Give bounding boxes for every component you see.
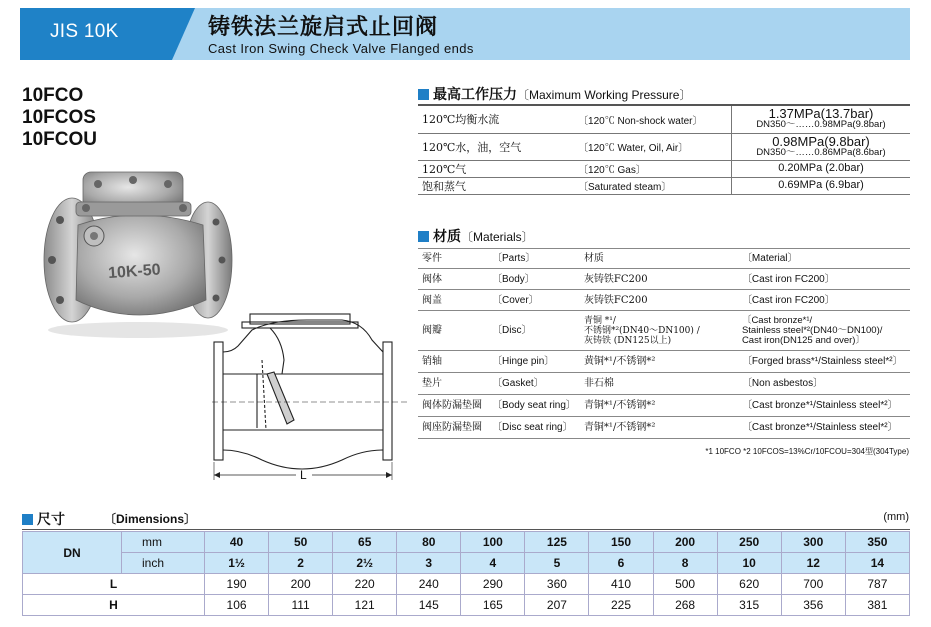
dimension-value: 106 <box>205 595 269 616</box>
dimension-value: 225 <box>589 595 653 616</box>
dn-label: DN <box>23 532 122 574</box>
dimension-value: 700 <box>781 574 845 595</box>
table-row <box>418 177 910 194</box>
pressure-condition-en: 〔120℃ Non-shock water〕 <box>574 106 731 133</box>
dn-mm: 125 <box>525 532 589 553</box>
dimension-value: 165 <box>461 595 525 616</box>
model-code: 10FCO <box>22 85 84 106</box>
dn-mm: 300 <box>781 532 845 553</box>
pressure-value-cell <box>731 133 910 160</box>
product-title-zh: 铸铁法兰旋启式止回阀 <box>208 15 439 40</box>
material-zh: 非石棉 <box>580 373 738 395</box>
dn-inch: 3 <box>397 553 461 574</box>
table-row <box>23 595 910 616</box>
table-row <box>418 417 910 439</box>
pressure-note: DN350～……0.98MPa(9.8bar) <box>756 119 886 131</box>
dn-inch: 12 <box>781 553 845 574</box>
dn-mm: 150 <box>589 532 653 553</box>
part-name-zh: 销轴 <box>418 351 488 373</box>
table-row <box>23 574 910 595</box>
part-name-zh: 阀瓣 <box>418 311 488 351</box>
part-name-zh: 阀盖 <box>418 290 488 311</box>
valve-section-drawing <box>212 300 408 489</box>
dimension-value: 290 <box>461 574 525 595</box>
pressure-condition-zh: 饱和蒸气 <box>418 177 574 194</box>
dimension-value: 360 <box>525 574 589 595</box>
table-row <box>418 249 910 269</box>
dn-mm: 100 <box>461 532 525 553</box>
materials-heading <box>418 226 534 246</box>
pressure-condition-zh: 120℃水，油，空气 <box>418 133 574 160</box>
material-zh: 灰铸铁FC200 <box>580 269 738 290</box>
dn-inch: 1½ <box>205 553 269 574</box>
divider <box>22 529 910 530</box>
column-header: 〔Parts〕 <box>488 249 580 269</box>
material-zh: 青铜*¹/不锈钢*² <box>580 395 738 417</box>
table-row <box>23 532 910 553</box>
material-en: 〔Cast bronze*¹/Stainless steel*²〕 <box>738 417 910 439</box>
table-row <box>418 269 910 290</box>
dimension-value: 315 <box>717 595 781 616</box>
dn-mm: 250 <box>717 532 781 553</box>
dn-mm: 200 <box>653 532 717 553</box>
dn-inch: 4 <box>461 553 525 574</box>
part-name-en: 〔Disc seat ring〕 <box>488 417 580 439</box>
part-name-en: 〔Disc〕 <box>488 311 580 351</box>
pressure-heading-zh: 最高工作压力 <box>433 87 517 103</box>
dimension-value: 500 <box>653 574 717 595</box>
pressure-heading <box>418 84 691 104</box>
dn-mm: 350 <box>845 532 909 553</box>
pressure-condition-en: 〔120℃ Water, Oil, Air〕 <box>574 133 731 160</box>
pressure-value: 0.69MPa (6.9bar) <box>731 177 910 194</box>
dimension-value: 787 <box>845 574 909 595</box>
part-name-zh: 阀体 <box>418 269 488 290</box>
dimension-value: 190 <box>205 574 269 595</box>
pressure-value: 0.20MPa (2.0bar) <box>731 160 910 177</box>
column-header: 〔Material〕 <box>738 249 910 269</box>
material-zh: 灰铸铁FC200 <box>580 290 738 311</box>
dimension-value: 145 <box>397 595 461 616</box>
part-name-zh: 阀座防漏垫圈 <box>418 417 488 439</box>
dimension-value: 111 <box>269 595 333 616</box>
pressure-note: DN350～……0.86MPa(8.6bar) <box>756 146 886 158</box>
dimensions-heading <box>22 509 65 529</box>
pressure-value-cell <box>731 106 910 133</box>
materials-footnote: *1 10FCO *2 10FCOS=13%Cr/10FCOU=304型(304Type) <box>705 447 909 456</box>
dimensions-unit: (mm) <box>883 511 909 523</box>
standard-label: JIS 10K <box>50 21 119 42</box>
row-label: H <box>23 595 205 616</box>
column-header: 零件 <box>418 249 488 269</box>
body-marking: 10K-50 <box>107 261 162 283</box>
dimensions-heading-en: 〔Dimensions〕 <box>104 512 197 526</box>
part-name-en: 〔Body seat ring〕 <box>488 395 580 417</box>
pressure-heading-en: 〔Maximum Working Pressure〕 <box>517 88 692 102</box>
section-marker-icon <box>22 514 33 525</box>
pressure-table <box>418 106 910 195</box>
dn-inch: 2½ <box>333 553 397 574</box>
dn-inch: 5 <box>525 553 589 574</box>
table-row <box>418 351 910 373</box>
dimensions-table <box>22 531 910 616</box>
dn-inch: 14 <box>845 553 909 574</box>
dimension-value: 240 <box>397 574 461 595</box>
pressure-condition-en: 〔120℃ Gas〕 <box>574 160 731 177</box>
materials-table <box>418 248 910 439</box>
table-row <box>418 106 910 133</box>
dimension-value: 121 <box>333 595 397 616</box>
table-row <box>418 133 910 160</box>
material-en: 〔Cast iron FC200〕 <box>738 269 910 290</box>
table-row <box>418 290 910 311</box>
dimension-value: 207 <box>525 595 589 616</box>
dn-inch: 10 <box>717 553 781 574</box>
material-en: 〔Cast bronze*¹/Stainless steel*²〕 <box>738 395 910 417</box>
material-en: 〔Cast iron FC200〕 <box>738 290 910 311</box>
dn-inch: 8 <box>653 553 717 574</box>
dimension-value: 356 <box>781 595 845 616</box>
material-en: 〔Cast bronze*¹/ Stainless steel*²(DN40～DN100)/ Cast iron(DN125 and over)〕 <box>738 311 910 351</box>
part-name-en: 〔Gasket〕 <box>488 373 580 395</box>
dimension-l-label: L <box>300 468 307 482</box>
unit-label: mm <box>122 532 205 553</box>
row-label: L <box>23 574 205 595</box>
material-en: 〔Forged brass*¹/Stainless steel*²〕 <box>738 351 910 373</box>
part-name-zh: 阀体防漏垫圈 <box>418 395 488 417</box>
valve-photo <box>38 150 238 344</box>
dn-mm: 80 <box>397 532 461 553</box>
pressure-condition-zh: 120℃均衡水流 <box>418 106 574 133</box>
dimension-value: 220 <box>333 574 397 595</box>
materials-heading-en: 〔Materials〕 <box>461 230 534 244</box>
table-row <box>23 553 910 574</box>
part-name-en: 〔Hinge pin〕 <box>488 351 580 373</box>
product-title-en: Cast Iron Swing Check Valve Flanged ends <box>208 41 474 56</box>
dn-mm: 65 <box>333 532 397 553</box>
pressure-value: 1.37MPa(13.7bar) <box>768 106 874 122</box>
pressure-condition-en: 〔Saturated steam〕 <box>574 177 731 194</box>
dn-mm: 40 <box>205 532 269 553</box>
section-marker-icon <box>418 89 429 100</box>
dimensions-heading-zh: 尺寸 <box>37 512 65 528</box>
table-row <box>418 373 910 395</box>
table-row <box>418 160 910 177</box>
dimension-value: 381 <box>845 595 909 616</box>
model-code: 10FCOS <box>22 107 96 128</box>
section-marker-icon <box>418 231 429 242</box>
table-row <box>418 395 910 417</box>
dn-inch: 6 <box>589 553 653 574</box>
material-en: 〔Non asbestos〕 <box>738 373 910 395</box>
material-zh: 黄铜*¹/不锈钢*² <box>580 351 738 373</box>
model-code: 10FCOU <box>22 129 97 150</box>
dimension-value: 620 <box>717 574 781 595</box>
dn-inch: 2 <box>269 553 333 574</box>
dn-mm: 50 <box>269 532 333 553</box>
part-name-en: 〔Cover〕 <box>488 290 580 311</box>
material-zh: 青铜*¹/不锈钢*² <box>580 417 738 439</box>
dimension-value: 268 <box>653 595 717 616</box>
part-name-zh: 垫片 <box>418 373 488 395</box>
dimension-value: 200 <box>269 574 333 595</box>
pressure-value: 0.98MPa(9.8bar) <box>772 133 870 149</box>
column-header: 材质 <box>580 249 738 269</box>
materials-heading-zh: 材质 <box>433 229 461 245</box>
material-zh: 青铜 *¹/ 不锈钢*²(DN40～DN100) / 灰铸铁 (DN125以上) <box>580 311 738 351</box>
pressure-condition-zh: 120℃气 <box>418 160 574 177</box>
part-name-en: 〔Body〕 <box>488 269 580 290</box>
unit-label: inch <box>122 553 205 574</box>
table-row <box>418 311 910 351</box>
dimension-value: 410 <box>589 574 653 595</box>
